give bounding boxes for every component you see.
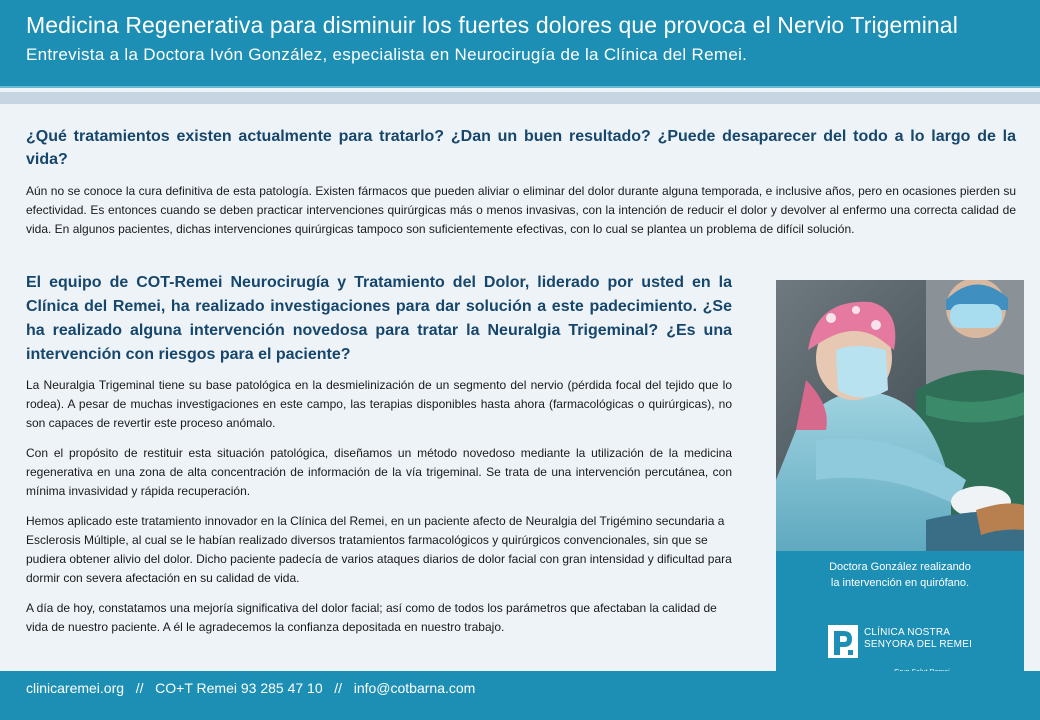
clinic-logo-icon (828, 625, 858, 658)
surgery-photo (776, 280, 1024, 551)
page-subtitle: Entrevista a la Doctora Ivón González, especialista en Neurocirugía de la Clínica del Remei. (26, 45, 748, 64)
question-1: ¿Qué tratamientos existen actualmente para tratarlo? ¿Dan un buen resultado? ¿Puede desaparecer del todo a lo largo de la vida? (26, 128, 1016, 168)
page-footer (0, 671, 1040, 720)
answer-2-paragraph-2: Con el propósito de restituir esta situación patológica, diseñamos un método novedoso mediante la utilización de la medicina regenerativa en una zona de alta concentración de información de la vía trigeminal. Se trata de una intervención percutánea, con mínima invasividad y rápida recuperación. (26, 446, 732, 498)
photo-caption-line-2: la intervención en quirófano. (830, 577, 970, 589)
photo-caption (776, 559, 1024, 591)
header-divider-band (0, 92, 1040, 104)
clinic-logo-line-1: CLÍNICA NOSTRA (864, 627, 951, 638)
answer-2-paragraph-4: A día de hoy, constatamos una mejoría significativa del dolor facial; así como de todos los parámetros que afectaban la calidad de vida de nuestro paciente. A él le agradecemos la confianza depositada en nuestro trabajo. (26, 601, 717, 634)
clinic-logo (828, 625, 1018, 665)
clinic-logo-line-2: SENYORA DEL REMEI (864, 639, 973, 650)
answer-2-paragraph-1: La Neuralgia Trigeminal tiene su base patológica en la desmielinización de un segmento del nervio (pérdida focal del tejido que lo rodea). A pesar de muchas investigaciones en este campo, las terapias disponibles hasta ahora (farmacológicas o quirúrgicas), no son capaces de revertir este proceso anómalo. (26, 378, 732, 430)
answer-2-paragraph-3: Hemos aplicado este tratamiento innovador en la Clínica del Remei, en un paciente afecto de Neuralgia del Trigémino secundaria a Esclerosis Múltiple, al cual se le habían realizado diversos tratamientos farmacológicos y quirúrgicos convencionales, sin que se pudiera obtener alivio del dolor. Dicho paciente padecía de varios ataques diarios de dolor facial con gran intensidad y dificultad para dormir con severa afectación en su calidad de vida. (26, 514, 732, 585)
photo-panel (776, 280, 1024, 671)
surgery-photo-illustration (776, 280, 1024, 551)
page-header (0, 0, 1040, 88)
footer-contact: clinicaremei.org // CO+T Remei 93 285 47 10 // info@cotbarna.com (26, 680, 476, 696)
page-title: Medicina Regenerativa para disminuir los fuertes dolores que provoca el Nervio Trigeminal (26, 12, 958, 38)
photo-caption-line-1: Doctora González realizando (829, 561, 971, 573)
question-2: El equipo de COT-Remei Neurocirugía y Tratamiento del Dolor, liderado por usted en la Clínica del Remei, ha realizado investigaciones para dar solución a este padecimiento. ¿Se ha realizado alguna intervención novedosa para tratar la Neuralgia Trigeminal? ¿Es una intervención con riesgos para el paciente? (26, 274, 732, 363)
answer-1: Aún no se conoce la cura definitiva de esta patología. Existen fármacos que pueden aliviar o eliminar del dolor durante alguna temporada, e inclusive años, pero en ocasiones pierden su efectividad. Es entonces cuando se deben practicar intervenciones quirúrgicas más o menos invasivas, con la intención de reducir el dolor y devolver al enfermo una correcta calidad de vida. En algunos pacientes, dichas intervenciones quirúrgicas tampoco son suficientemente efectivas, con lo cual se plantea un problema de difícil solución. (26, 184, 1016, 236)
